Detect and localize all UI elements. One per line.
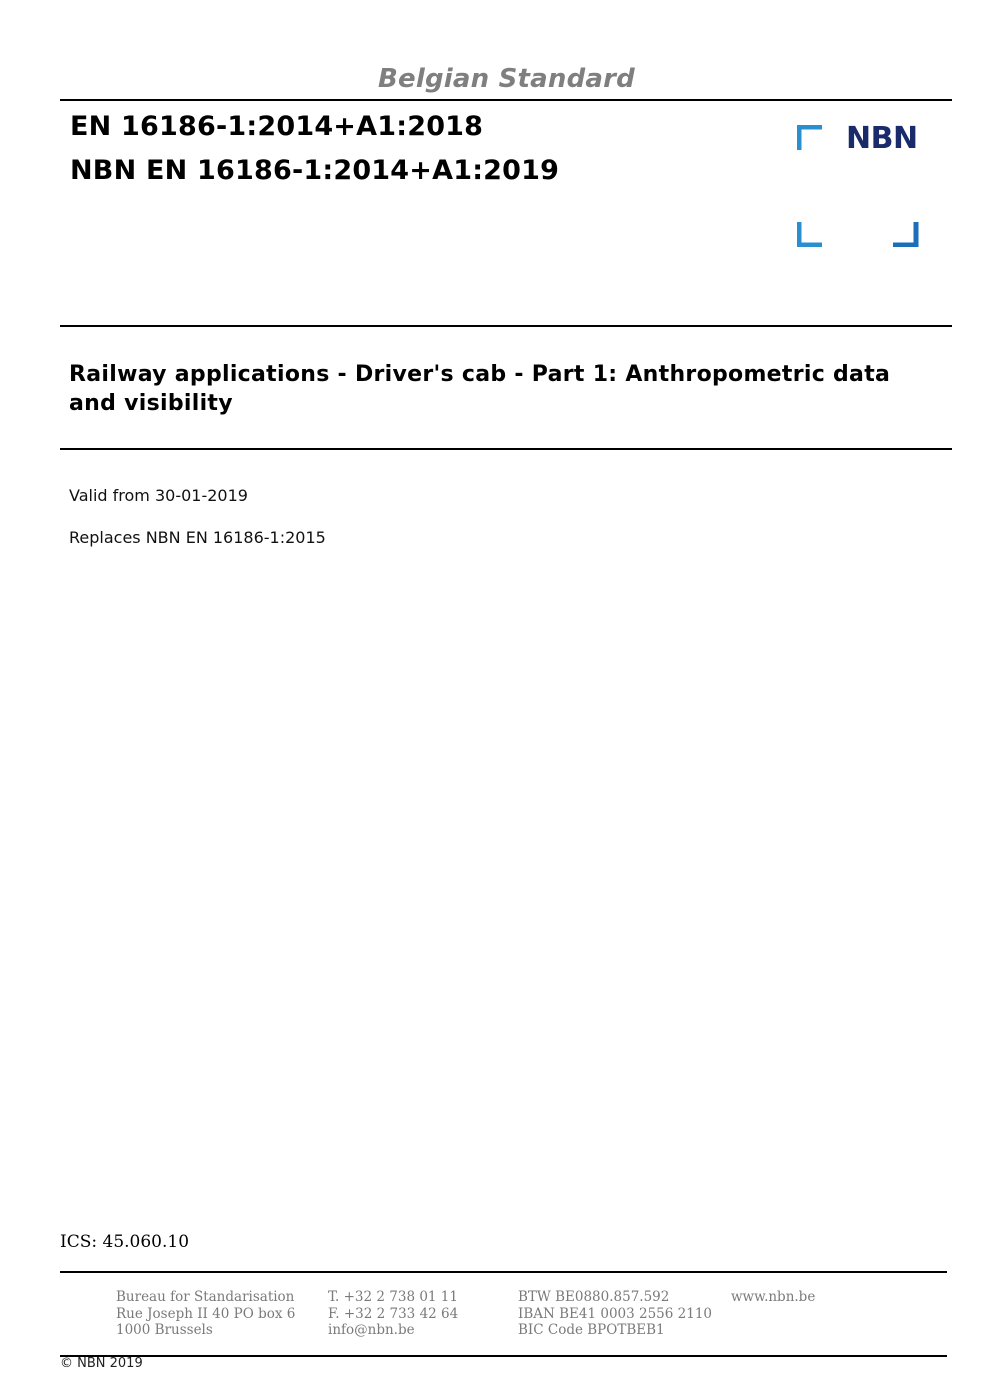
footer-org-line: 1000 Brussels [116,1322,213,1338]
copyright: © NBN 2019 [60,1356,143,1371]
footer-org [116,1289,295,1339]
footer-website-link[interactable]: www.nbn.be [731,1289,816,1305]
nbn-logo-text: NBN [846,121,918,156]
footer-fax: F. +32 2 733 42 64 [328,1305,459,1322]
document-kicker: Belgian Standard [378,64,635,94]
footer-btw: BTW BE0880.857.592 [518,1289,670,1305]
footer-iban: IBAN BE41 0003 2556 2110 [518,1305,713,1322]
footer-top-rule [60,1271,947,1273]
title-top-rule [60,325,952,327]
footer-web[interactable] [731,1289,815,1306]
standard-code-en: EN 16186-1:2014+A1:2018 [70,111,484,142]
footer-email[interactable]: info@nbn.be [328,1322,415,1338]
footer-org-line: Bureau for Standarisation [116,1289,295,1305]
footer-org-line: Rue Joseph II 40 PO box 6 [116,1305,296,1322]
replaces: Replaces NBN EN 16186-1:2015 [69,528,326,547]
document-title: Railway applications - Driver's cab - Part 1: Anthropometric data and visibility [69,362,891,416]
header-rule [60,99,952,101]
footer-bank [518,1289,712,1339]
footer-bic: BIC Code BPOTBEB1 [518,1322,665,1338]
footer-bottom-rule [60,1355,947,1357]
valid-from: Valid from 30-01-2019 [69,486,248,505]
footer-phone: T. +32 2 738 01 11 [328,1289,458,1305]
ics-code: ICS: 45.060.10 [60,1232,190,1252]
title-bottom-rule [60,448,952,450]
footer-contact [328,1289,458,1339]
standard-code-nbn: NBN EN 16186-1:2014+A1:2019 [70,155,560,186]
